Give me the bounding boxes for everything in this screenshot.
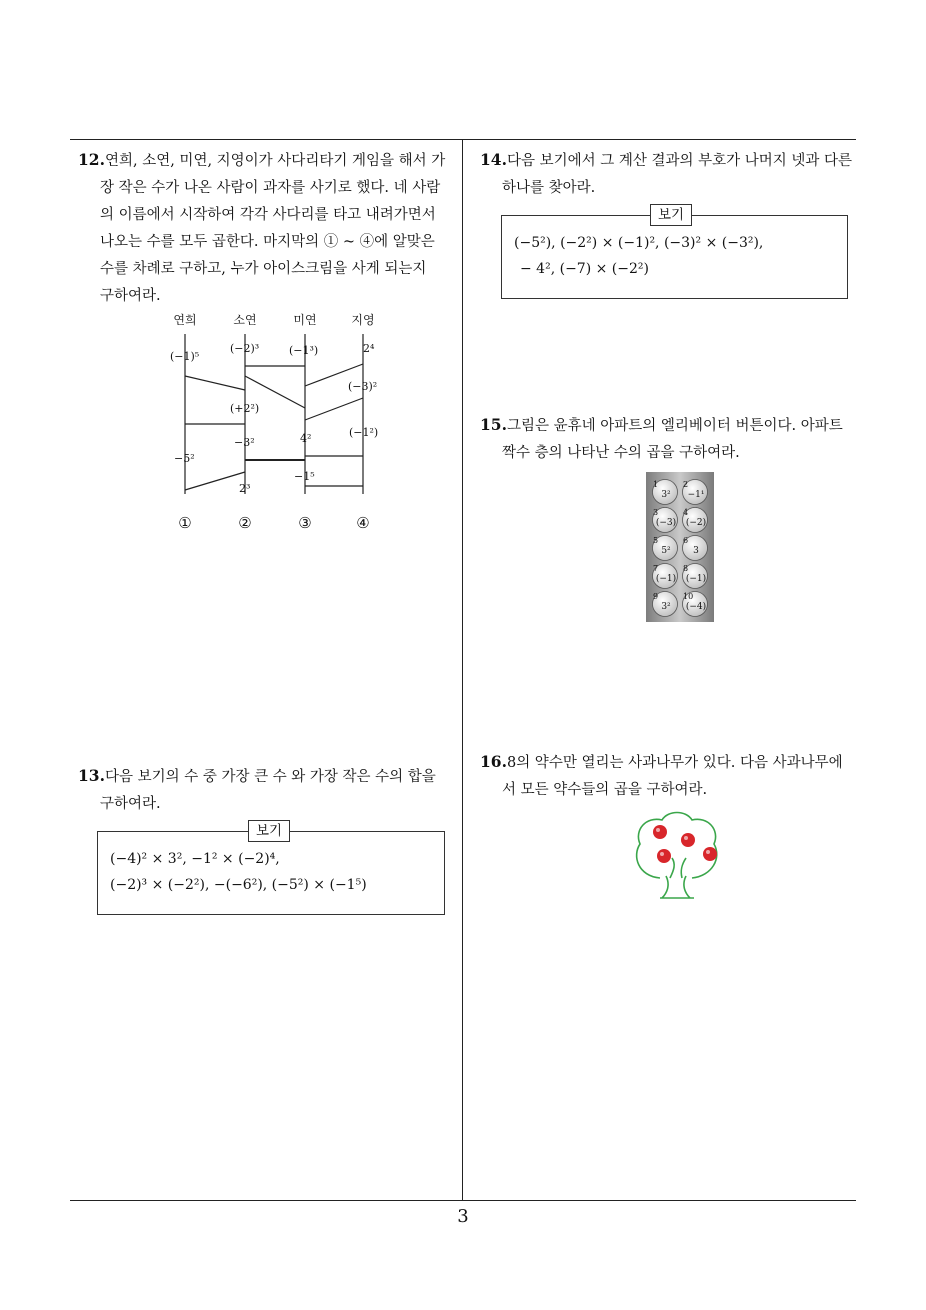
ladder-label: 4² [300,432,312,445]
example-expression: − 4², (−7) × (−2²) [520,261,649,277]
apple-icon [703,847,717,861]
question-number: 15. [480,415,507,434]
elevator-button [683,480,708,505]
elevator-floor-label: 9 [653,592,659,601]
ladder-label: 2⁴ [363,342,375,355]
elevator-floor-label: 10 [683,592,694,601]
question-number: 14. [480,150,507,169]
elevator-button-value: 3 [693,546,699,556]
question-text: 구하여라. [100,288,161,304]
elevator-floor-label: 7 [653,564,659,573]
example-box-tag: 보기 [650,204,692,226]
question-16 [480,748,860,804]
question-text: 구하여라. [100,796,161,812]
elevator-button-value: −1¹ [687,490,705,500]
example-box-tag: 보기 [248,820,290,842]
ladder-label: (−2)³ [230,342,260,355]
ladder-label: (−1³) [289,344,319,357]
elevator-button [683,508,708,533]
apple-icon [653,825,667,839]
question-text: 나오는 수를 모두 곱한다. 마지막의 ① ~ ④에 알맞은 [100,234,435,250]
ladder-label: −3² [234,436,255,449]
elevator-floor-label: 6 [683,536,689,545]
ladder-label: (−1)⁵ [170,350,200,363]
example-box [97,823,445,915]
question-text: 의 이름에서 시작하여 각각 사다리를 타고 내려가면서 [100,207,436,223]
ladder-label: (+2²) [230,402,260,415]
ladder-label: 2³ [239,482,251,495]
ladder-name: 미연 [293,313,317,327]
ladder-end: ③ [298,514,312,532]
elevator-button-value: (−4) [685,602,707,612]
question-text: 연희, 소연, 미연, 지영이가 사다리타기 게임을 해서 가 [104,153,446,169]
elevator-floor-label: 1 [653,480,659,489]
elevator-button [683,536,708,561]
ladder-end: ④ [356,514,370,532]
elevator-button-value: (−1) [685,574,707,584]
ladder-rung [185,472,245,490]
apple-tree-illustration [630,808,722,904]
elevator-button [653,592,678,617]
apple-icon [657,849,671,863]
example-box [501,207,848,299]
elevator-button-value: 3² [661,490,671,500]
question-text: 수를 차례로 구하고, 누가 아이스크림을 사게 되는지 [100,261,427,277]
question-13 [78,762,458,818]
elevator-button-value: 5² [661,546,671,556]
question-text: 서 모든 약수들의 곱을 구하여라. [502,782,708,798]
example-expression: (−5²), (−2²) × (−1)², (−3)² × (−3²), [514,235,764,251]
elevator-button-value: 3² [661,602,671,612]
elevator-button [653,508,678,533]
elevator-button [683,564,708,589]
question-14 [480,146,860,202]
ladder-name: 연희 [173,313,197,327]
tree-canopy [637,813,717,879]
elevator-button [653,564,678,589]
elevator-floor-label: 2 [683,480,689,489]
question-text: 하나를 찾아라. [502,180,596,196]
question-text: 짝수 층의 나타난 수의 곱을 구하여라. [502,445,740,461]
elevator-button [653,536,678,561]
ladder-label: (−3)² [348,380,378,393]
elevator-floor-label: 4 [683,508,689,517]
elevator-button [653,480,678,505]
elevator-floor-label: 3 [653,508,659,517]
ladder-end: ① [178,514,192,532]
question-text: 8의 약수만 열리는 사과나무가 있다. 다음 사과나무에 [506,755,843,771]
tree-branch [670,858,686,878]
top-rule [70,139,856,140]
column-divider [462,139,463,1200]
elevator-floor-label: 8 [683,564,689,573]
elevator-panel [646,472,714,622]
question-number: 13. [78,766,105,785]
ladder-diagram [160,308,390,536]
ladder-label: (−1²) [349,426,379,439]
elevator-button-value: (−1) [655,574,677,584]
question-12 [78,146,458,310]
elevator-button-value: (−2) [685,518,707,528]
ladder-rung [305,398,363,420]
ladder-rung [185,376,245,390]
page-number: 3 [457,1206,469,1227]
question-text: 다음 보기의 수 중 가장 큰 수 와 가장 작은 수의 합을 [104,769,436,785]
ladder-label: −1⁵ [294,470,315,483]
tree-trunk [660,876,694,898]
ladder-name: 소연 [233,313,257,327]
ladder-name: 지영 [351,313,375,327]
question-text: 장 작은 수가 나온 사람이 과자를 사기로 했다. 네 사람 [100,180,441,196]
question-text: 다음 보기에서 그 계산 결과의 부호가 나머지 넷과 다른 [506,153,852,169]
ladder-label: −5² [174,452,195,465]
example-expression: (−2)³ × (−2²), −(−6²), (−5²) × (−1⁵) [110,877,367,893]
bottom-rule [70,1200,856,1201]
elevator-floor-label: 5 [653,536,659,545]
question-15 [480,411,860,467]
elevator-button-value: (−3) [655,518,677,528]
question-text: 그림은 윤휴네 아파트의 엘리베이터 버튼이다. 아파트 [506,418,843,434]
question-number: 16. [480,752,507,771]
elevator-button [683,592,708,617]
question-number: 12. [78,150,105,169]
example-expression: (−4)² × 3², −1² × (−2)⁴, [110,851,280,867]
ladder-end: ② [238,514,252,532]
apple-icon [681,833,695,847]
